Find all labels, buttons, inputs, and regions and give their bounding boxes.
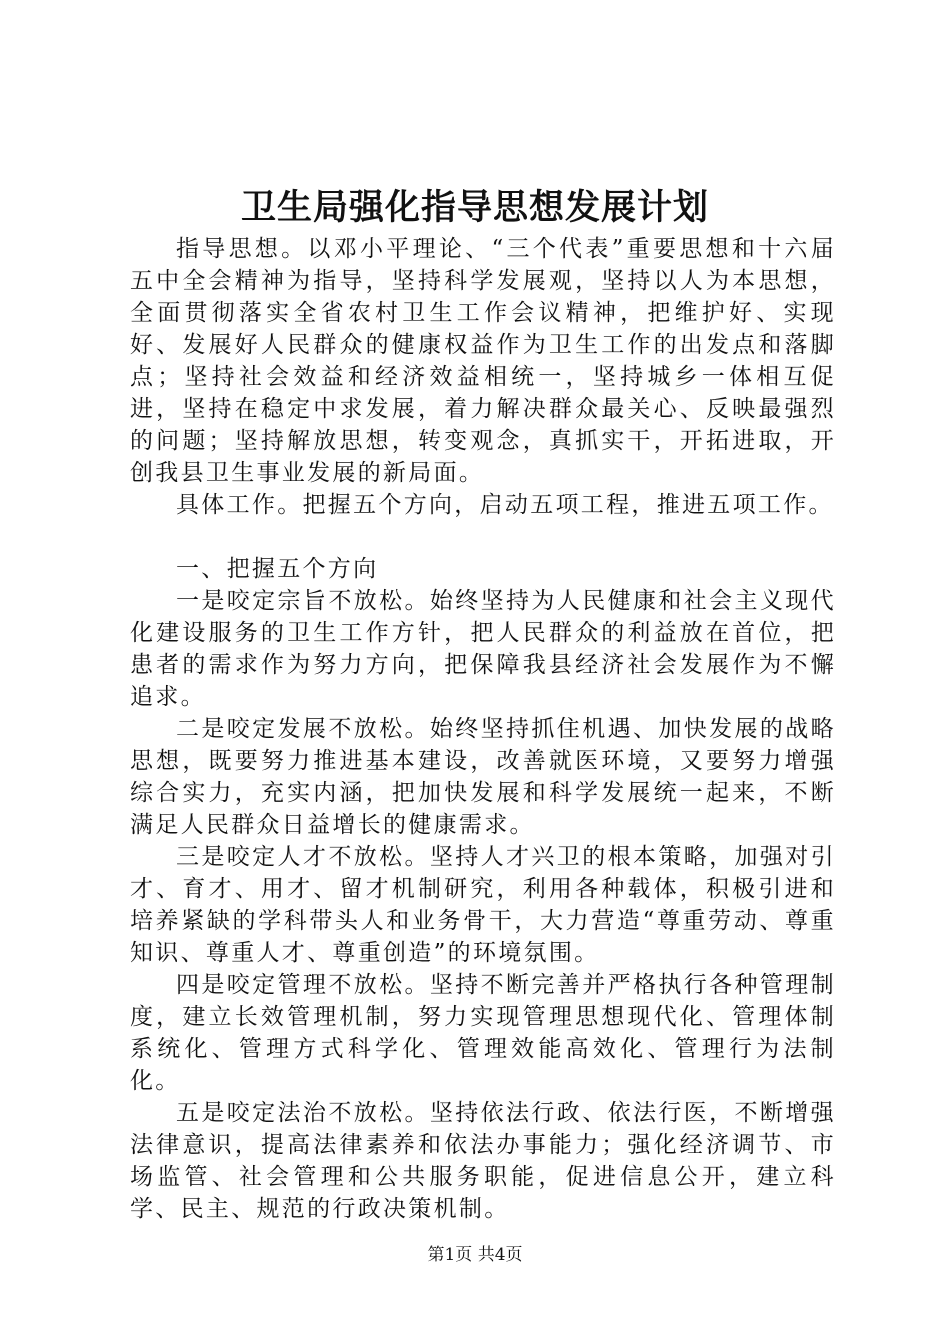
paragraph-item-4: 四是咬定管理不放松。坚持不断完善并严格执行各种管理制度，建立长效管理机制，努力实现管理思想现代化、管理体制系统化、管理方式科学化、管理效能高效化、管理行为法制化。 (130, 972, 836, 1094)
paragraph-item-2: 二是咬定发展不放松。始终坚持抓住机遇、加快发展的战略思想，既要努力推进基本建设，改善就医环境，又要努力增强综合实力，充实内涵，把加快发展和科学发展统一起来，不断满足人民群众日益增长的健康需求。 (130, 716, 836, 838)
paragraph-item-3: 三是咬定人才不放松。坚持人才兴卫的根本策略，加强对引才、育才、用才、留才机制研究，利用各种载体，积极引进和培养紧缺的学科带头人和业务骨干，大力营造“尊重劳动、尊重知识、尊重人才、尊重创造”的环境氛围。 (130, 844, 836, 966)
paragraph-item-1: 一是咬定宗旨不放松。始终坚持为人民健康和社会主义现代化建设服务的卫生工作方针，把人民群众的利益放在首位，把患者的需求作为努力方向，把保障我县经济社会发展作为不懈追求。 (130, 588, 836, 710)
paragraph-specific-work: 具体工作。把握五个方向，启动五项工程，推进五项工作。 (176, 492, 834, 518)
document-body (130, 233, 836, 1225)
page-number-footer: 第1页 共4页 (427, 1245, 523, 1265)
section-heading: 一、把握五个方向 (176, 556, 379, 582)
document-title: 卫生局强化指导思想发展计划 (240, 187, 709, 228)
paragraph-item-5: 五是咬定法治不放松。坚持依法行政、依法行医，不断增强法律意识，提高法律素养和依法办事能力；强化经济调节、市场监管、社会管理和公共服务职能，促进信息公开，建立科学、民主、规范的行政决策机制。 (130, 1100, 836, 1222)
paragraph-guiding-thought: 指导思想。以邓小平理论、“三个代表”重要思想和十六届五中全会精神为指导，坚持科学发展观，坚持以人为本思想，全面贯彻落实全省农村卫生工作会议精神，把维护好、实现好、发展好人民群众的健康权益作为卫生工作的出发点和落脚点；坚持社会效益和经济效益相统一，坚持城乡一体相互促进，坚持在稳定中求发展，着力解决群众最关心、反映最强烈的问题；坚持解放思想，转变观念，真抓实干，开拓进取，开创我县卫生事业发展的新局面。 (130, 236, 836, 486)
